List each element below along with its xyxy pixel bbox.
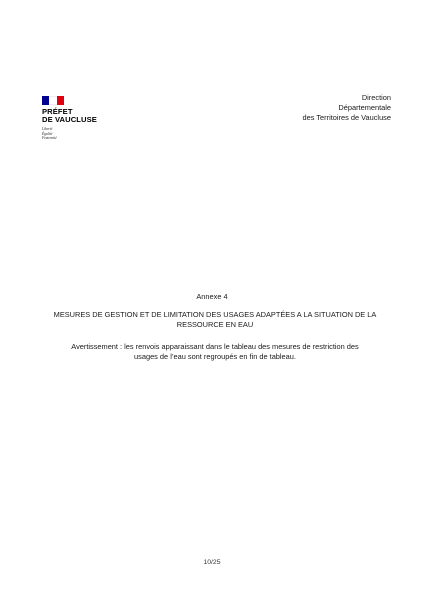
annex-label: Annexe 4: [196, 292, 228, 301]
prefet-line-2: DE VAUCLUSE: [42, 115, 97, 124]
motto-fraternite: Fraternité: [42, 136, 57, 141]
document-title: [40, 310, 390, 330]
title-line-1: MESURES DE GESTION ET DE LIMITATION DES USAGES ADAPTÉES A LA SITUATION DE LA: [53, 310, 377, 319]
prefecture-logo: [42, 96, 122, 141]
warning-line-2: usages de l’eau sont regroupés en fin de tableau.: [134, 352, 296, 361]
warning-note: [40, 342, 390, 362]
page-number: 10/25: [203, 559, 221, 566]
republic-motto: [42, 127, 122, 141]
title-line-2: RESSOURCE EN EAU: [176, 320, 254, 329]
motto-egalite: Égalité: [42, 131, 53, 136]
warning-line-1: Avertissement : les renvois apparaissant dans le tableau des mesures de restriction des: [71, 342, 359, 351]
direction-line-3: des Territoires de Vaucluse: [302, 113, 391, 122]
prefet-line-1: PRÉFET: [42, 107, 73, 116]
direction-line-1: Direction: [361, 93, 391, 102]
prefet-label: [42, 108, 122, 124]
motto-liberte: Liberté: [42, 127, 53, 131]
issuing-authority: [303, 93, 391, 123]
direction-line-2: Départementale: [338, 103, 391, 112]
french-flag-icon: [42, 96, 64, 105]
